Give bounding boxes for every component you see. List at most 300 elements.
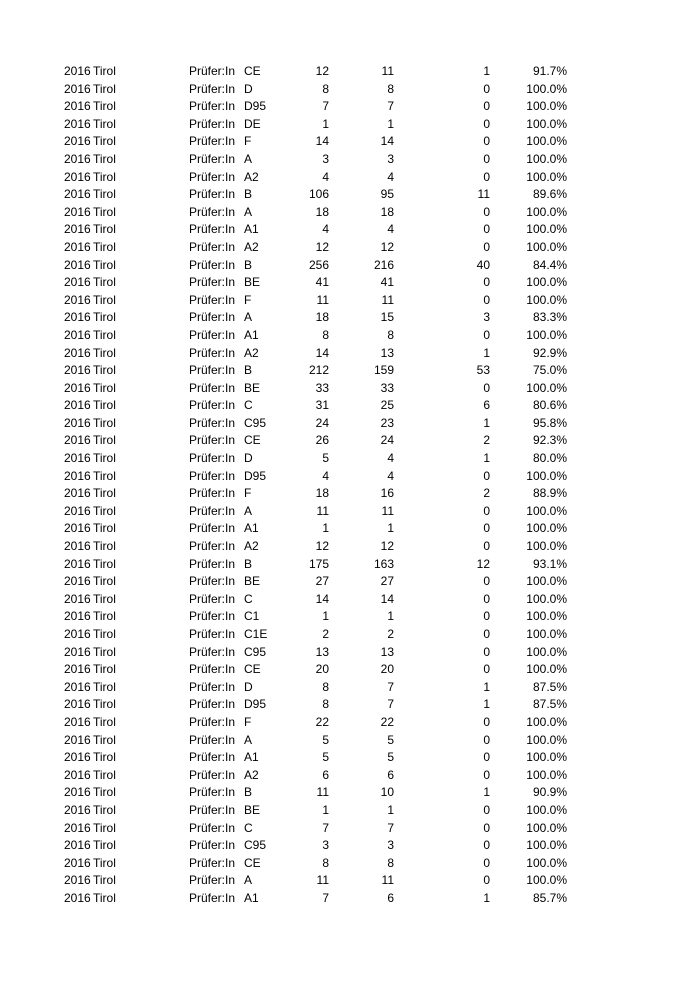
year-cell: 2016 (64, 363, 91, 378)
license-class-cell: CE (244, 662, 261, 677)
passed-cell: 8 (387, 327, 394, 342)
table-row (0, 837, 700, 855)
total-cell: 1 (322, 802, 329, 817)
role-cell: Prüfer:In (189, 204, 236, 219)
total-cell: 27 (315, 574, 329, 589)
year-cell: 2016 (64, 697, 91, 712)
region-cell: Tirol (93, 380, 116, 395)
total-cell: 11 (316, 292, 329, 307)
total-cell: 175 (308, 556, 329, 571)
pass-rate-cell: 100.0% (526, 644, 567, 659)
region-cell: Tirol (93, 81, 116, 96)
year-cell: 2016 (64, 574, 91, 589)
license-class-cell: A1 (244, 750, 259, 765)
year-cell: 2016 (64, 521, 91, 536)
pass-rate-cell: 100.0% (526, 574, 567, 589)
role-cell: Prüfer:In (189, 380, 236, 395)
passed-cell: 8 (387, 855, 394, 870)
passed-cell: 4 (387, 222, 394, 237)
failed-cell: 0 (483, 204, 490, 219)
failed-cell: 6 (483, 398, 490, 413)
pass-rate-cell: 100.0% (526, 539, 567, 554)
role-cell: Prüfer:In (189, 662, 236, 677)
pass-rate-cell: 100.0% (526, 503, 567, 518)
license-class-cell: C95 (244, 644, 267, 659)
year-cell: 2016 (64, 187, 91, 202)
year-cell: 2016 (64, 292, 91, 307)
region-cell: Tirol (93, 222, 116, 237)
license-class-cell: B (244, 556, 253, 571)
region-cell: Tirol (93, 151, 116, 166)
role-cell: Prüfer:In (189, 169, 236, 184)
year-cell: 2016 (64, 750, 91, 765)
role-cell: Prüfer:In (189, 134, 236, 149)
year-cell: 2016 (64, 644, 91, 659)
region-cell: Tirol (93, 363, 116, 378)
year-cell: 2016 (64, 609, 91, 624)
total-cell: 22 (315, 714, 329, 729)
year-cell: 2016 (64, 99, 91, 114)
pass-rate-cell: 100.0% (526, 855, 567, 870)
table-row (0, 661, 700, 679)
role-cell: Prüfer:In (189, 521, 236, 536)
region-cell: Tirol (93, 627, 116, 641)
license-class-cell: C (244, 591, 253, 606)
total-cell: 12 (315, 64, 329, 78)
license-class-cell: CE (244, 855, 261, 870)
total-cell: 3 (322, 838, 329, 853)
region-cell: Tirol (93, 644, 116, 659)
total-cell: 11 (316, 785, 329, 800)
pass-rate-cell: 87.5% (532, 679, 567, 694)
table-row (0, 696, 700, 714)
year-cell: 2016 (64, 81, 91, 96)
license-class-cell: C1E (244, 627, 268, 641)
year-cell: 2016 (64, 257, 91, 272)
year-cell: 2016 (64, 169, 91, 184)
failed-cell: 2 (483, 433, 490, 448)
table-row (0, 802, 700, 820)
total-cell: 33 (315, 380, 329, 395)
pass-rate-cell: 100.0% (526, 239, 567, 254)
failed-cell: 0 (483, 662, 490, 677)
role-cell: Prüfer:In (189, 433, 236, 448)
role-cell: Prüfer:In (189, 732, 236, 747)
failed-cell: 0 (483, 116, 490, 131)
pass-rate-cell: 100.0% (526, 169, 567, 184)
table-row (0, 538, 700, 556)
table-row (0, 81, 700, 99)
table-row (0, 872, 700, 890)
region-cell: Tirol (93, 591, 116, 606)
table-row (0, 485, 700, 503)
pass-rate-cell: 100.0% (526, 609, 567, 624)
passed-cell: 4 (387, 451, 394, 466)
year-cell: 2016 (64, 345, 91, 360)
role-cell: Prüfer:In (189, 539, 236, 554)
table-row (0, 573, 700, 591)
passed-cell: 7 (387, 820, 394, 835)
failed-cell: 0 (483, 503, 490, 518)
year-cell: 2016 (64, 820, 91, 835)
table-row (0, 362, 700, 380)
role-cell: Prüfer:In (189, 767, 236, 782)
table-row (0, 855, 700, 873)
license-class-cell: D (244, 451, 253, 466)
license-class-cell: B (244, 785, 253, 800)
license-class-cell: A1 (244, 521, 259, 536)
region-cell: Tirol (93, 204, 116, 219)
pass-rate-cell: 100.0% (526, 802, 567, 817)
table-row (0, 679, 700, 697)
pass-rate-cell: 100.0% (526, 627, 567, 641)
total-cell: 12 (315, 239, 329, 254)
total-cell: 5 (322, 750, 329, 765)
total-cell: 8 (322, 697, 329, 712)
pass-rate-cell: 100.0% (526, 750, 567, 765)
role-cell: Prüfer:In (189, 556, 236, 571)
role-cell: Prüfer:In (189, 187, 236, 202)
role-cell: Prüfer:In (189, 222, 236, 237)
failed-cell: 0 (483, 81, 490, 96)
passed-cell: 10 (380, 785, 394, 800)
pass-rate-cell: 100.0% (526, 732, 567, 747)
total-cell: 7 (322, 99, 329, 114)
license-class-cell: A1 (244, 890, 259, 905)
failed-cell: 11 (477, 187, 490, 202)
year-cell: 2016 (64, 486, 91, 501)
failed-cell: 1 (483, 697, 490, 712)
total-cell: 4 (322, 468, 329, 483)
year-cell: 2016 (64, 732, 91, 747)
failed-cell: 0 (483, 222, 490, 237)
total-cell: 26 (315, 433, 329, 448)
region-cell: Tirol (93, 521, 116, 536)
region-cell: Tirol (93, 239, 116, 254)
table-row (0, 890, 700, 908)
license-class-cell: D (244, 679, 253, 694)
passed-cell: 163 (373, 556, 394, 571)
license-class-cell: BE (244, 275, 261, 290)
pass-rate-cell: 88.9% (532, 486, 567, 501)
license-class-cell: C (244, 398, 253, 413)
license-class-cell: F (244, 486, 252, 501)
role-cell: Prüfer:In (189, 99, 236, 114)
region-cell: Tirol (93, 116, 116, 131)
table-row (0, 749, 700, 767)
pass-rate-cell: 89.6% (532, 187, 567, 202)
passed-cell: 6 (387, 767, 394, 782)
region-cell: Tirol (93, 838, 116, 853)
passed-cell: 95 (380, 187, 394, 202)
passed-cell: 18 (380, 204, 394, 219)
passed-cell: 3 (387, 151, 394, 166)
failed-cell: 0 (483, 134, 490, 149)
table-row (0, 397, 700, 415)
role-cell: Prüfer:In (189, 855, 236, 870)
pass-rate-cell: 92.3% (532, 433, 567, 448)
pass-rate-cell: 80.6% (532, 398, 567, 413)
failed-cell: 0 (483, 327, 490, 342)
region-cell: Tirol (93, 99, 116, 114)
total-cell: 14 (315, 134, 329, 149)
passed-cell: 7 (387, 679, 394, 694)
passed-cell: 14 (380, 591, 394, 606)
pass-rate-cell: 83.3% (532, 310, 567, 325)
pass-rate-cell: 100.0% (526, 116, 567, 131)
role-cell: Prüfer:In (189, 679, 236, 694)
passed-cell: 11 (381, 503, 394, 518)
table-row (0, 98, 700, 116)
failed-cell: 0 (483, 820, 490, 835)
pass-rate-cell: 91.7% (532, 64, 567, 78)
table-row (0, 767, 700, 785)
region-cell: Tirol (93, 750, 116, 765)
license-class-cell: C1 (244, 609, 260, 624)
license-class-cell: D (244, 81, 253, 96)
pass-rate-cell: 100.0% (526, 204, 567, 219)
pass-rate-cell: 100.0% (526, 81, 567, 96)
failed-cell: 0 (483, 521, 490, 536)
license-class-cell: F (244, 714, 252, 729)
license-class-cell: A (244, 873, 253, 888)
table-row (0, 186, 700, 204)
failed-cell: 1 (483, 451, 490, 466)
role-cell: Prüfer:In (189, 591, 236, 606)
region-cell: Tirol (93, 134, 116, 149)
total-cell: 3 (322, 151, 329, 166)
total-cell: 14 (315, 591, 329, 606)
table-row (0, 520, 700, 538)
region-cell: Tirol (93, 468, 116, 483)
license-class-cell: D95 (244, 468, 267, 483)
license-class-cell: B (244, 187, 253, 202)
table-row (0, 468, 700, 486)
table-row (0, 345, 700, 363)
role-cell: Prüfer:In (189, 327, 236, 342)
region-cell: Tirol (93, 539, 116, 554)
failed-cell: 0 (483, 292, 490, 307)
passed-cell: 4 (387, 468, 394, 483)
pass-rate-cell: 100.0% (526, 468, 567, 483)
failed-cell: 0 (483, 644, 490, 659)
total-cell: 4 (322, 222, 329, 237)
failed-cell: 0 (483, 275, 490, 290)
pass-rate-cell: 100.0% (526, 820, 567, 835)
passed-cell: 27 (380, 574, 394, 589)
role-cell: Prüfer:In (189, 627, 236, 641)
license-class-cell: C95 (244, 838, 267, 853)
table-row (0, 204, 700, 222)
table-row (0, 714, 700, 732)
passed-cell: 1 (387, 802, 394, 817)
failed-cell: 0 (483, 627, 490, 641)
license-class-cell: F (244, 134, 252, 149)
year-cell: 2016 (64, 275, 91, 290)
passed-cell: 13 (380, 345, 394, 360)
role-cell: Prüfer:In (189, 574, 236, 589)
passed-cell: 5 (387, 750, 394, 765)
role-cell: Prüfer:In (189, 873, 236, 888)
region-cell: Tirol (93, 767, 116, 782)
role-cell: Prüfer:In (189, 468, 236, 483)
year-cell: 2016 (64, 204, 91, 219)
role-cell: Prüfer:In (189, 116, 236, 131)
region-cell: Tirol (93, 503, 116, 518)
failed-cell: 1 (483, 64, 490, 78)
year-cell: 2016 (64, 134, 91, 149)
table-row (0, 274, 700, 292)
table-row (0, 327, 700, 345)
pass-rate-cell: 100.0% (526, 151, 567, 166)
table-row (0, 292, 700, 310)
region-cell: Tirol (93, 275, 116, 290)
year-cell: 2016 (64, 556, 91, 571)
passed-cell: 14 (380, 134, 394, 149)
year-cell: 2016 (64, 415, 91, 430)
pass-rate-cell: 100.0% (526, 767, 567, 782)
region-cell: Tirol (93, 785, 116, 800)
failed-cell: 0 (483, 714, 490, 729)
year-cell: 2016 (64, 873, 91, 888)
year-cell: 2016 (64, 468, 91, 483)
role-cell: Prüfer:In (189, 785, 236, 800)
total-cell: 11 (316, 503, 329, 518)
role-cell: Prüfer:In (189, 81, 236, 96)
region-cell: Tirol (93, 292, 116, 307)
year-cell: 2016 (64, 239, 91, 254)
passed-cell: 24 (380, 433, 394, 448)
total-cell: 6 (322, 767, 329, 782)
failed-cell: 0 (483, 468, 490, 483)
total-cell: 41 (315, 275, 329, 290)
spreadsheet-table (0, 63, 700, 908)
year-cell: 2016 (64, 503, 91, 518)
year-cell: 2016 (64, 838, 91, 853)
total-cell: 14 (315, 345, 329, 360)
total-cell: 20 (315, 662, 329, 677)
region-cell: Tirol (93, 187, 116, 202)
table-row (0, 503, 700, 521)
total-cell: 5 (322, 732, 329, 747)
region-cell: Tirol (93, 433, 116, 448)
total-cell: 18 (315, 310, 329, 325)
total-cell: 8 (322, 679, 329, 694)
passed-cell: 4 (387, 169, 394, 184)
year-cell: 2016 (64, 855, 91, 870)
license-class-cell: CE (244, 433, 261, 448)
year-cell: 2016 (64, 64, 91, 78)
passed-cell: 13 (380, 644, 394, 659)
region-cell: Tirol (93, 169, 116, 184)
region-cell: Tirol (93, 662, 116, 677)
role-cell: Prüfer:In (189, 310, 236, 325)
region-cell: Tirol (93, 609, 116, 624)
total-cell: 5 (322, 451, 329, 466)
year-cell: 2016 (64, 539, 91, 554)
failed-cell: 12 (476, 556, 490, 571)
role-cell: Prüfer:In (189, 714, 236, 729)
region-cell: Tirol (93, 574, 116, 589)
passed-cell: 33 (380, 380, 394, 395)
table-row (0, 221, 700, 239)
failed-cell: 1 (483, 785, 490, 800)
failed-cell: 1 (483, 415, 490, 430)
license-class-cell: C (244, 820, 253, 835)
license-class-cell: DE (244, 116, 261, 131)
passed-cell: 1 (387, 521, 394, 536)
failed-cell: 0 (483, 802, 490, 817)
pass-rate-cell: 100.0% (526, 222, 567, 237)
total-cell: 1 (322, 116, 329, 131)
pass-rate-cell: 87.5% (532, 697, 567, 712)
pass-rate-cell: 100.0% (526, 275, 567, 290)
role-cell: Prüfer:In (189, 486, 236, 501)
passed-cell: 41 (380, 275, 394, 290)
table-row (0, 63, 700, 81)
table-row (0, 591, 700, 609)
pass-rate-cell: 90.9% (532, 785, 567, 800)
license-class-cell: A (244, 310, 253, 325)
failed-cell: 0 (483, 591, 490, 606)
passed-cell: 20 (380, 662, 394, 677)
year-cell: 2016 (64, 116, 91, 131)
region-cell: Tirol (93, 64, 116, 78)
role-cell: Prüfer:In (189, 820, 236, 835)
role-cell: Prüfer:In (189, 363, 236, 378)
table-row (0, 644, 700, 662)
license-class-cell: A2 (244, 539, 259, 554)
region-cell: Tirol (93, 679, 116, 694)
total-cell: 31 (315, 398, 329, 413)
region-cell: Tirol (93, 873, 116, 888)
table-row (0, 169, 700, 187)
license-class-cell: BE (244, 574, 261, 589)
license-class-cell: F (244, 292, 252, 307)
role-cell: Prüfer:In (189, 697, 236, 712)
total-cell: 18 (315, 486, 329, 501)
passed-cell: 1 (387, 609, 394, 624)
total-cell: 11 (316, 873, 329, 888)
role-cell: Prüfer:In (189, 890, 236, 905)
license-class-cell: A2 (244, 345, 259, 360)
license-class-cell: BE (244, 802, 261, 817)
year-cell: 2016 (64, 398, 91, 413)
role-cell: Prüfer:In (189, 257, 236, 272)
pass-rate-cell: 85.7% (532, 890, 567, 905)
passed-cell: 3 (387, 838, 394, 853)
role-cell: Prüfer:In (189, 415, 236, 430)
passed-cell: 2 (387, 627, 394, 641)
total-cell: 1 (322, 521, 329, 536)
passed-cell: 11 (381, 292, 394, 307)
license-class-cell: A2 (244, 169, 259, 184)
year-cell: 2016 (64, 627, 91, 641)
failed-cell: 0 (483, 99, 490, 114)
total-cell: 24 (315, 415, 329, 430)
region-cell: Tirol (93, 415, 116, 430)
table-row (0, 116, 700, 134)
failed-cell: 0 (483, 609, 490, 624)
passed-cell: 22 (380, 714, 394, 729)
total-cell: 2 (322, 627, 329, 641)
pass-rate-cell: 92.9% (532, 345, 567, 360)
total-cell: 12 (315, 539, 329, 554)
year-cell: 2016 (64, 591, 91, 606)
year-cell: 2016 (64, 785, 91, 800)
license-class-cell: A1 (244, 327, 259, 342)
role-cell: Prüfer:In (189, 275, 236, 290)
